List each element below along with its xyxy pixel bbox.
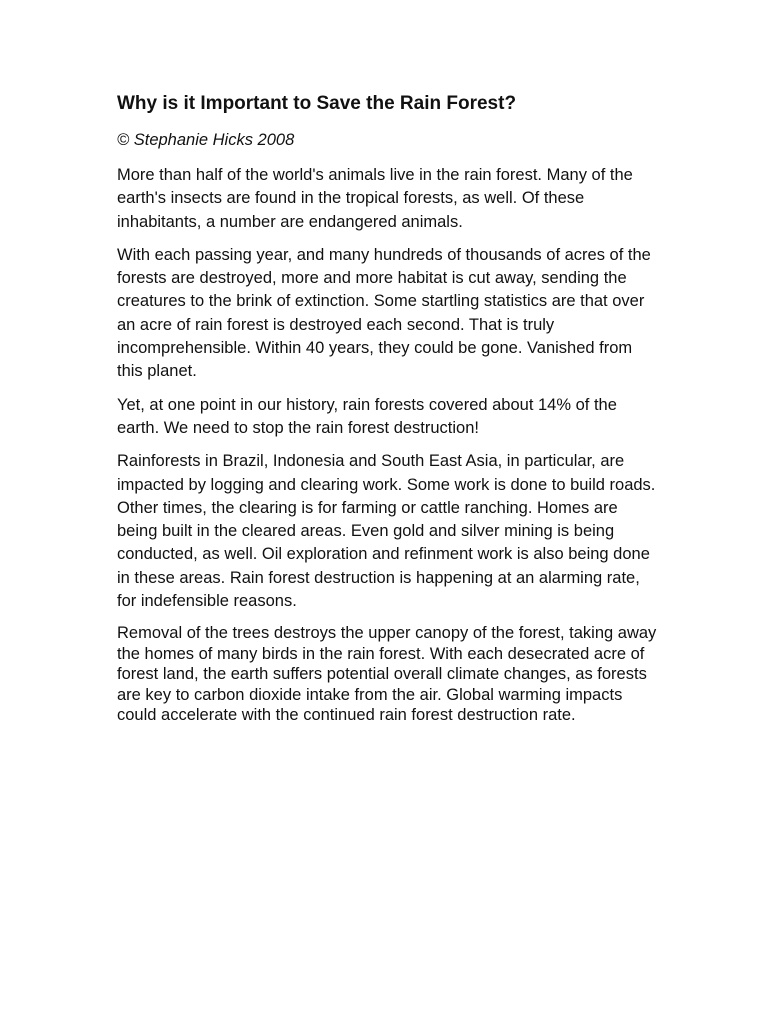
- document-page: [117, 91, 657, 736]
- paragraph-2: With each passing year, and many hundreds of thousands of acres of the forests are destroyed, more and more habitat is cut away, sending the creatures to the brink of extinction. Some startling statistics are that over an acre of rain forest is destroyed each second. That is truly incomprehensible. Within 40 years, they could be gone. Vanished from this planet.: [117, 245, 651, 381]
- paragraph-4: Rainforests in Brazil, Indonesia and South East Asia, in particular, are impacted by logging and clearing work. Some work is done to build roads. Other times, the clearing is for farming or cattle ranching. Homes are being built in the cleared areas. Even gold and silver mining is being conducted, as well. Oil exploration and refinment work is also being done in these areas. Rain forest destruction is happening at an alarming rate, for indefensible reasons.: [117, 452, 656, 611]
- article-title: Why is it Important to Save the Rain Forest?: [117, 93, 517, 114]
- paragraph-3: Yet, at one point in our history, rain forests covered about 14% of the earth. We need to stop the rain forest destruction!: [117, 395, 617, 437]
- paragraph-1: More than half of the world's animals live in the rain forest. Many of the earth's insects are found in the tropical forests, as well. Of these inhabitants, a number are endangered animals.: [117, 166, 633, 231]
- article-byline: © Stephanie Hicks 2008: [117, 131, 295, 149]
- paragraph-5: Removal of the trees destroys the upper canopy of the forest, taking away the homes of many birds in the rain forest. With each desecrated acre of forest land, the earth suffers potential overall climate changes, as forests are key to carbon dioxide intake from the air. Global warming impacts could accelerate with the continued rain forest destruction rate.: [117, 624, 657, 725]
